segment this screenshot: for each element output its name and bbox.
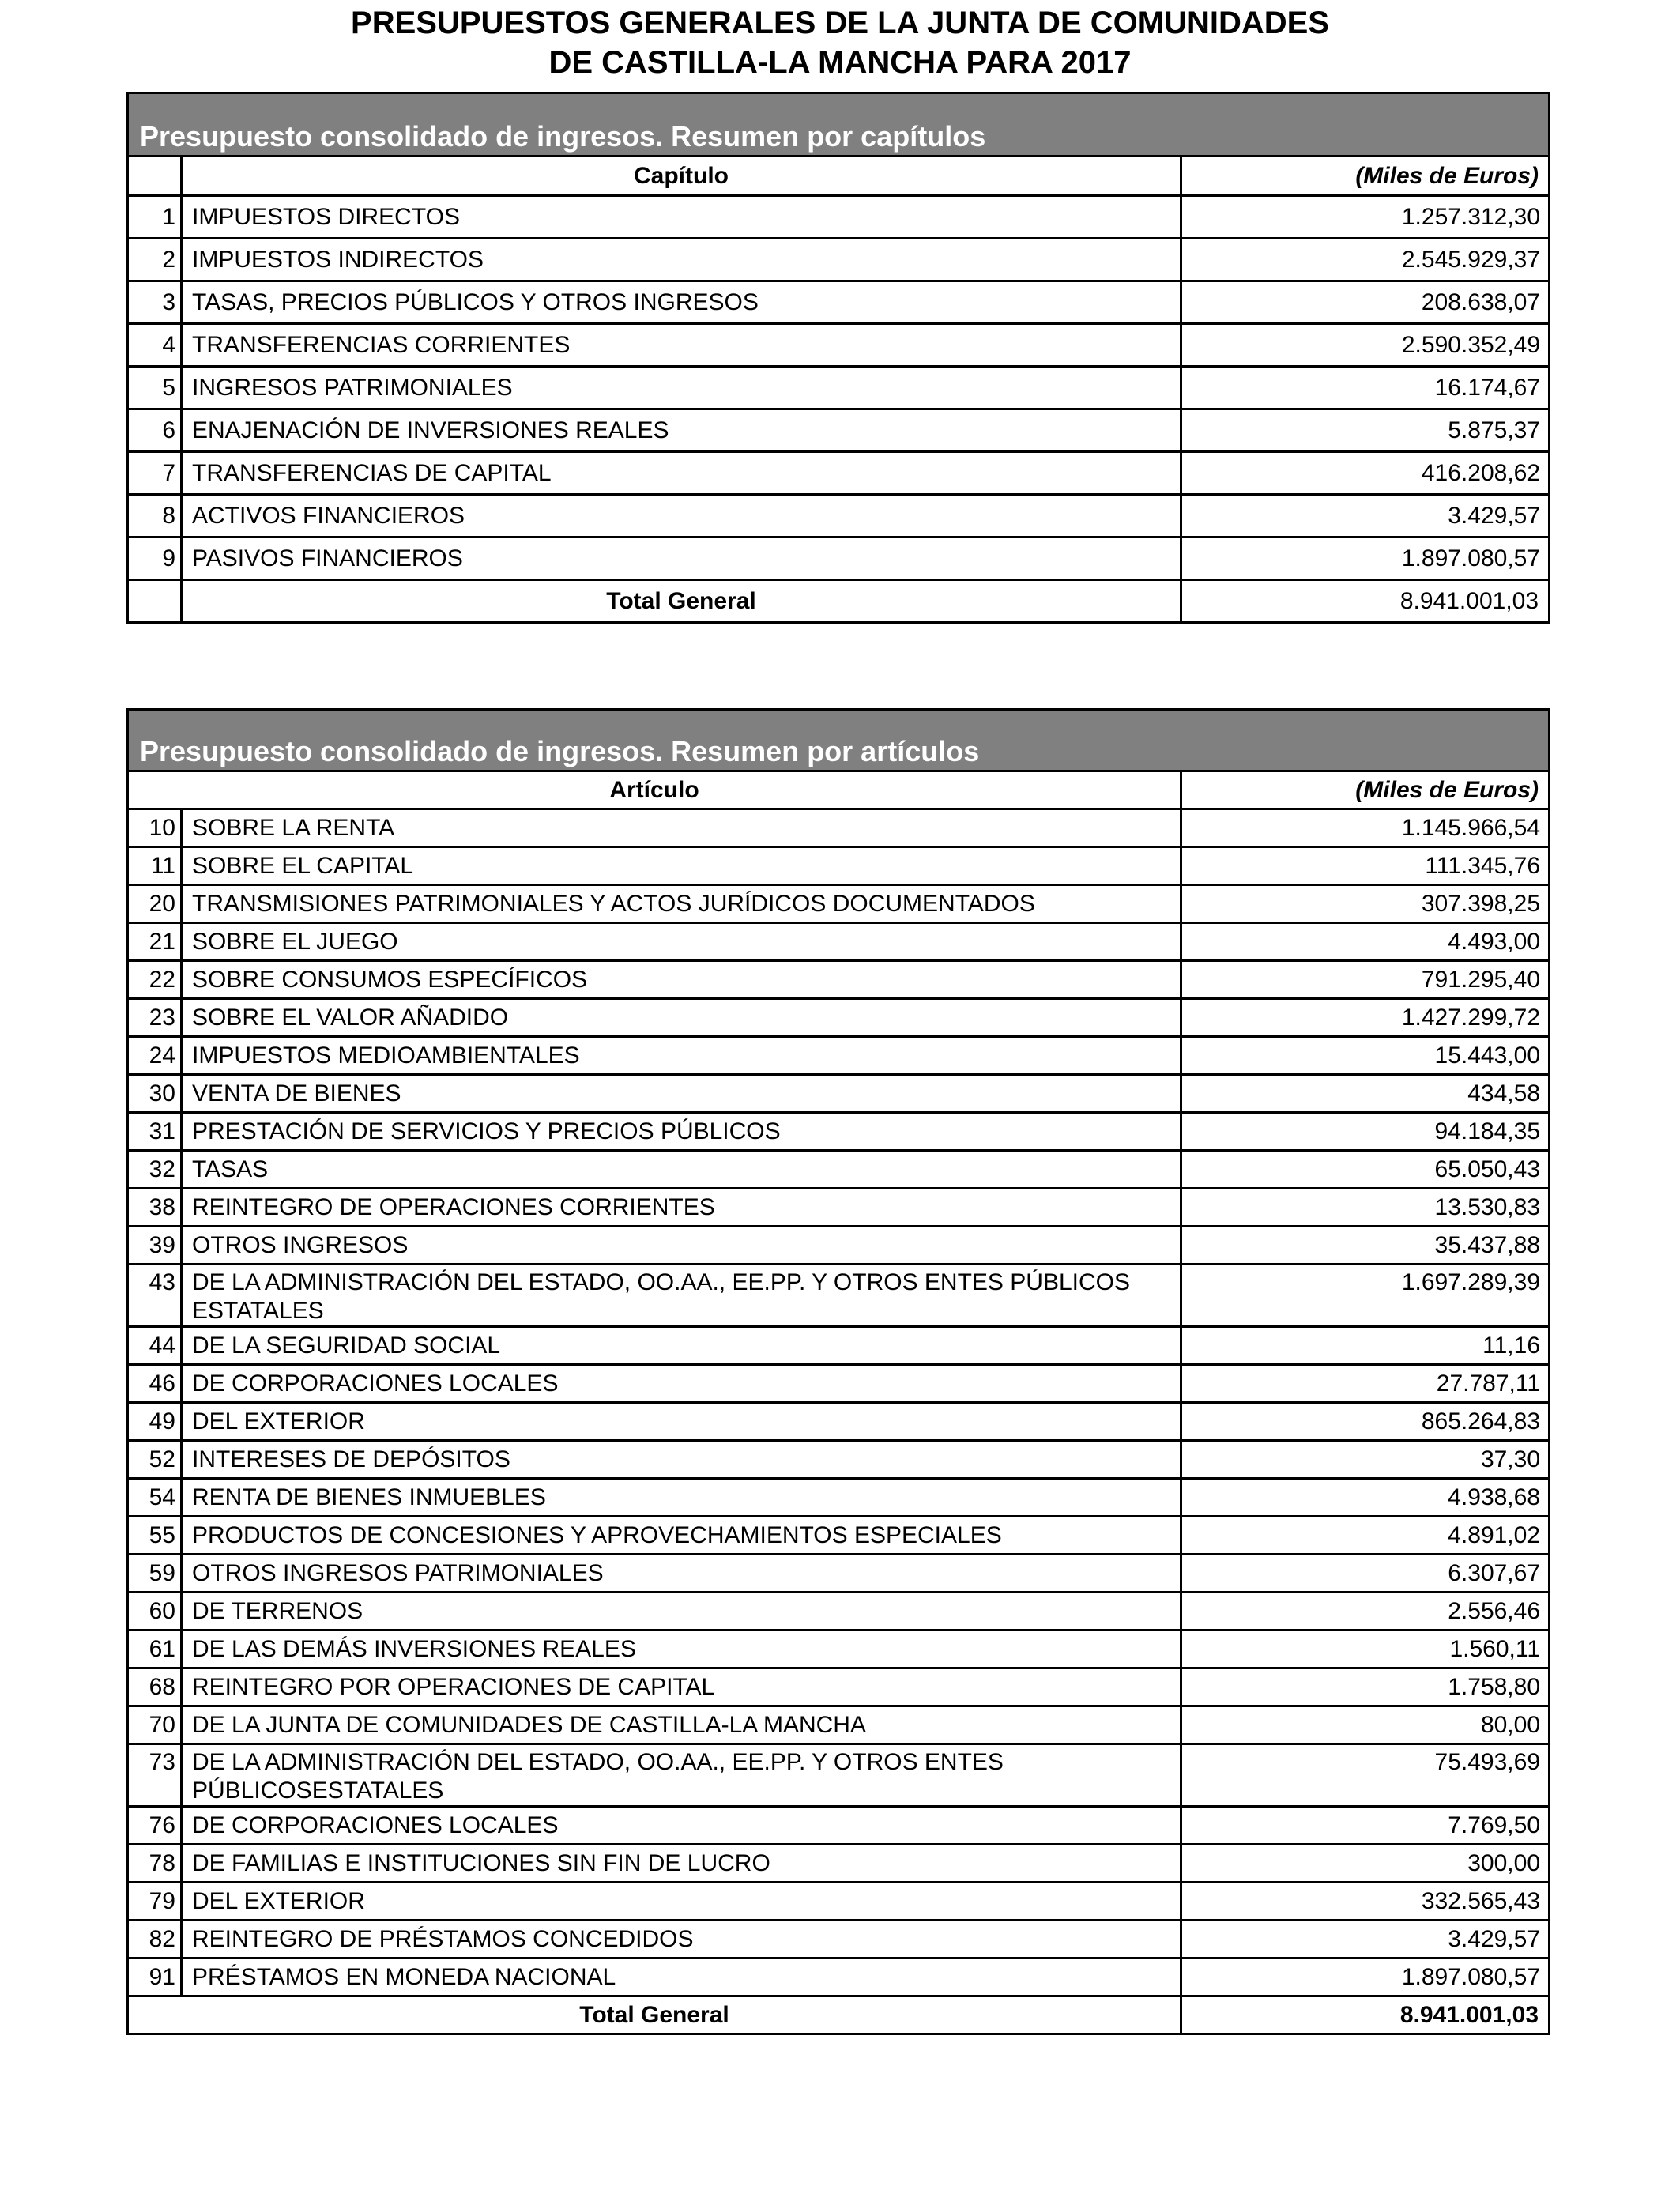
articulos-unit-label: (Miles de Euros): [1181, 771, 1550, 809]
row-name: DE CORPORACIONES LOCALES: [182, 1365, 1181, 1403]
row-value: 65.050,43: [1181, 1151, 1550, 1189]
row-code: 2: [128, 239, 182, 281]
row-name: PRÉSTAMOS EN MONEDA NACIONAL: [182, 1958, 1181, 1996]
table-row: [128, 961, 1550, 999]
row-value: 11,16: [1181, 1327, 1550, 1365]
table-row: [128, 999, 1550, 1037]
row-value: 80,00: [1181, 1706, 1550, 1744]
table-row: [128, 1441, 1550, 1479]
row-value: 4.938,68: [1181, 1479, 1550, 1517]
articulos-table: [126, 708, 1550, 2035]
row-code: 73: [128, 1744, 182, 1807]
row-code: 23: [128, 999, 182, 1037]
table-row: [128, 324, 1550, 367]
row-code: 60: [128, 1593, 182, 1630]
row-name: ENAJENACIÓN DE INVERSIONES REALES: [182, 409, 1181, 452]
row-name: OTROS INGRESOS: [182, 1227, 1181, 1265]
capitulos-total-label: Total General: [182, 580, 1181, 623]
table-row: [128, 196, 1550, 239]
table-row: [128, 847, 1550, 885]
row-value: 434,58: [1181, 1075, 1550, 1113]
row-code: 52: [128, 1441, 182, 1479]
row-value: 5.875,37: [1181, 409, 1550, 452]
row-code: 31: [128, 1113, 182, 1151]
row-name: TRANSFERENCIAS CORRIENTES: [182, 324, 1181, 367]
row-value: 15.443,00: [1181, 1037, 1550, 1075]
row-name: DE FAMILIAS E INSTITUCIONES SIN FIN DE LUCRO: [182, 1845, 1181, 1883]
row-value: 2.545.929,37: [1181, 239, 1550, 281]
row-name: SOBRE EL CAPITAL: [182, 847, 1181, 885]
row-value: 3.429,57: [1181, 495, 1550, 537]
row-name: REINTEGRO DE PRÉSTAMOS CONCEDIDOS: [182, 1921, 1181, 1958]
table-row: [128, 1113, 1550, 1151]
table-row: [128, 1668, 1550, 1706]
row-code: 21: [128, 923, 182, 961]
row-name: TASAS: [182, 1151, 1181, 1189]
table-row: [128, 452, 1550, 495]
row-name: REINTEGRO POR OPERACIONES DE CAPITAL: [182, 1668, 1181, 1706]
table-row: [128, 239, 1550, 281]
row-code: 24: [128, 1037, 182, 1075]
document-title: [0, 3, 1680, 82]
row-name: DEL EXTERIOR: [182, 1883, 1181, 1921]
row-code: 32: [128, 1151, 182, 1189]
row-code: 39: [128, 1227, 182, 1265]
row-name: RENTA DE BIENES INMUEBLES: [182, 1479, 1181, 1517]
row-code: 61: [128, 1630, 182, 1668]
row-value: 94.184,35: [1181, 1113, 1550, 1151]
row-name: SOBRE LA RENTA: [182, 809, 1181, 847]
row-value: 27.787,11: [1181, 1365, 1550, 1403]
row-value: 7.769,50: [1181, 1807, 1550, 1845]
row-value: 1.697.289,39: [1181, 1265, 1550, 1327]
table-row: [128, 1365, 1550, 1403]
row-code: 43: [128, 1265, 182, 1327]
row-value: 307.398,25: [1181, 885, 1550, 923]
table-row: [128, 281, 1550, 324]
row-value: 4.493,00: [1181, 923, 1550, 961]
articulos-total-label: Total General: [128, 1996, 1181, 2034]
table-row: [128, 1517, 1550, 1555]
row-code: 9: [128, 537, 182, 580]
table-row: [128, 1403, 1550, 1441]
row-value: 4.891,02: [1181, 1517, 1550, 1555]
table-row: [128, 1921, 1550, 1958]
row-code: 6: [128, 409, 182, 452]
row-name: SOBRE EL JUEGO: [182, 923, 1181, 961]
row-code: 76: [128, 1807, 182, 1845]
row-code: 10: [128, 809, 182, 847]
row-value: 37,30: [1181, 1441, 1550, 1479]
row-code: 20: [128, 885, 182, 923]
row-name: PRESTACIÓN DE SERVICIOS Y PRECIOS PÚBLICOS: [182, 1113, 1181, 1151]
table-row: [128, 1807, 1550, 1845]
row-code: 7: [128, 452, 182, 495]
table-row: [128, 1593, 1550, 1630]
row-name: PRODUCTOS DE CONCESIONES Y APROVECHAMIENTOS ESPECIALES: [182, 1517, 1181, 1555]
capitulos-rows: [128, 196, 1550, 580]
row-name: VENTA DE BIENES: [182, 1075, 1181, 1113]
row-value: 1.560,11: [1181, 1630, 1550, 1668]
table-row: [128, 1189, 1550, 1227]
articulos-rows: [128, 809, 1550, 1996]
row-code: 44: [128, 1327, 182, 1365]
row-code: 46: [128, 1365, 182, 1403]
row-value: 3.429,57: [1181, 1921, 1550, 1958]
title-line-2: DE CASTILLA-LA MANCHA PARA 2017: [548, 45, 1132, 80]
row-name: SOBRE EL VALOR AÑADIDO: [182, 999, 1181, 1037]
row-name: TASAS, PRECIOS PÚBLICOS Y OTROS INGRESOS: [182, 281, 1181, 324]
row-code: 79: [128, 1883, 182, 1921]
capitulos-column-label: Capítulo: [182, 156, 1181, 196]
table-row: [128, 1075, 1550, 1113]
table-row: [128, 1958, 1550, 1996]
row-value: 75.493,69: [1181, 1744, 1550, 1807]
row-code: 38: [128, 1189, 182, 1227]
row-name: DE LA JUNTA DE COMUNIDADES DE CASTILLA-LA MANCHA: [182, 1706, 1181, 1744]
row-name: DE LA ADMINISTRACIÓN DEL ESTADO, OO.AA., EE.PP. Y OTROS ENTES PÚBLICOSESTATALES: [182, 1744, 1181, 1807]
row-name: OTROS INGRESOS PATRIMONIALES: [182, 1555, 1181, 1593]
row-name: TRANSFERENCIAS DE CAPITAL: [182, 452, 1181, 495]
table-row: [128, 1037, 1550, 1075]
row-value: 13.530,83: [1181, 1189, 1550, 1227]
row-code: 55: [128, 1517, 182, 1555]
row-name: IMPUESTOS INDIRECTOS: [182, 239, 1181, 281]
row-name: PASIVOS FINANCIEROS: [182, 537, 1181, 580]
table-row: [128, 367, 1550, 409]
row-value: 1.257.312,30: [1181, 196, 1550, 239]
row-value: 6.307,67: [1181, 1555, 1550, 1593]
row-code: 59: [128, 1555, 182, 1593]
table-row: [128, 409, 1550, 452]
table-row: [128, 1479, 1550, 1517]
row-value: 1.145.966,54: [1181, 809, 1550, 847]
row-code: 91: [128, 1958, 182, 1996]
row-code: 68: [128, 1668, 182, 1706]
articulos-section-header: Presupuesto consolidado de ingresos. Resumen por artículos: [128, 710, 1550, 771]
row-name: INGRESOS PATRIMONIALES: [182, 367, 1181, 409]
row-value: 2.556,46: [1181, 1593, 1550, 1630]
table-row: [128, 1265, 1550, 1327]
row-value: 16.174,67: [1181, 367, 1550, 409]
row-code: 4: [128, 324, 182, 367]
row-code: 82: [128, 1921, 182, 1958]
capitulos-corner-cell: [128, 156, 182, 196]
row-value: 1.427.299,72: [1181, 999, 1550, 1037]
row-value: 1.897.080,57: [1181, 1958, 1550, 1996]
row-value: 1.758,80: [1181, 1668, 1550, 1706]
row-name: TRANSMISIONES PATRIMONIALES Y ACTOS JURÍDICOS DOCUMENTADOS: [182, 885, 1181, 923]
row-code: 5: [128, 367, 182, 409]
row-code: 49: [128, 1403, 182, 1441]
table-row: [128, 1151, 1550, 1189]
row-code: 3: [128, 281, 182, 324]
row-code: 30: [128, 1075, 182, 1113]
row-value: 416.208,62: [1181, 452, 1550, 495]
row-value: 2.590.352,49: [1181, 324, 1550, 367]
row-value: 35.437,88: [1181, 1227, 1550, 1265]
capitulos-table: [126, 92, 1550, 624]
row-code: 22: [128, 961, 182, 999]
table-row: [128, 1883, 1550, 1921]
row-name: IMPUESTOS MEDIOAMBIENTALES: [182, 1037, 1181, 1075]
row-name: ACTIVOS FINANCIEROS: [182, 495, 1181, 537]
row-code: 8: [128, 495, 182, 537]
row-name: DE TERRENOS: [182, 1593, 1181, 1630]
articulos-column-label: Artículo: [128, 771, 1181, 809]
table-row: [128, 1744, 1550, 1807]
row-name: IMPUESTOS DIRECTOS: [182, 196, 1181, 239]
row-name: DE CORPORACIONES LOCALES: [182, 1807, 1181, 1845]
table-row: [128, 495, 1550, 537]
articulos-total-value: 8.941.001,03: [1181, 1996, 1550, 2034]
table-row: [128, 1630, 1550, 1668]
table-row: [128, 537, 1550, 580]
table-row: [128, 885, 1550, 923]
row-value: 865.264,83: [1181, 1403, 1550, 1441]
table-row: [128, 1227, 1550, 1265]
row-value: 1.897.080,57: [1181, 537, 1550, 580]
row-value: 791.295,40: [1181, 961, 1550, 999]
row-code: 70: [128, 1706, 182, 1744]
table-row: [128, 1555, 1550, 1593]
row-code: 11: [128, 847, 182, 885]
row-value: 208.638,07: [1181, 281, 1550, 324]
capitulos-section-header: Presupuesto consolidado de ingresos. Resumen por capítulos: [128, 93, 1550, 156]
row-value: 332.565,43: [1181, 1883, 1550, 1921]
row-value: 300,00: [1181, 1845, 1550, 1883]
row-name: INTERESES DE DEPÓSITOS: [182, 1441, 1181, 1479]
row-name: REINTEGRO DE OPERACIONES CORRIENTES: [182, 1189, 1181, 1227]
row-name: DE LAS DEMÁS INVERSIONES REALES: [182, 1630, 1181, 1668]
capitulos-total-value: 8.941.001,03: [1181, 580, 1550, 623]
row-value: 111.345,76: [1181, 847, 1550, 885]
row-name: SOBRE CONSUMOS ESPECÍFICOS: [182, 961, 1181, 999]
row-code: 54: [128, 1479, 182, 1517]
table-row: [128, 1327, 1550, 1365]
table-row: [128, 923, 1550, 961]
row-name: DE LA ADMINISTRACIÓN DEL ESTADO, OO.AA., EE.PP. Y OTROS ENTES PÚBLICOS ESTATALES: [182, 1265, 1181, 1327]
table-row: [128, 1845, 1550, 1883]
row-code: 1: [128, 196, 182, 239]
table-row: [128, 809, 1550, 847]
row-code: 78: [128, 1845, 182, 1883]
title-line-1: PRESUPUESTOS GENERALES DE LA JUNTA DE COMUNIDADES: [351, 6, 1329, 40]
capitulos-total-corner: [128, 580, 182, 623]
table-row: [128, 1706, 1550, 1744]
row-name: DEL EXTERIOR: [182, 1403, 1181, 1441]
row-name: DE LA SEGURIDAD SOCIAL: [182, 1327, 1181, 1365]
capitulos-unit-label: (Miles de Euros): [1181, 156, 1550, 196]
